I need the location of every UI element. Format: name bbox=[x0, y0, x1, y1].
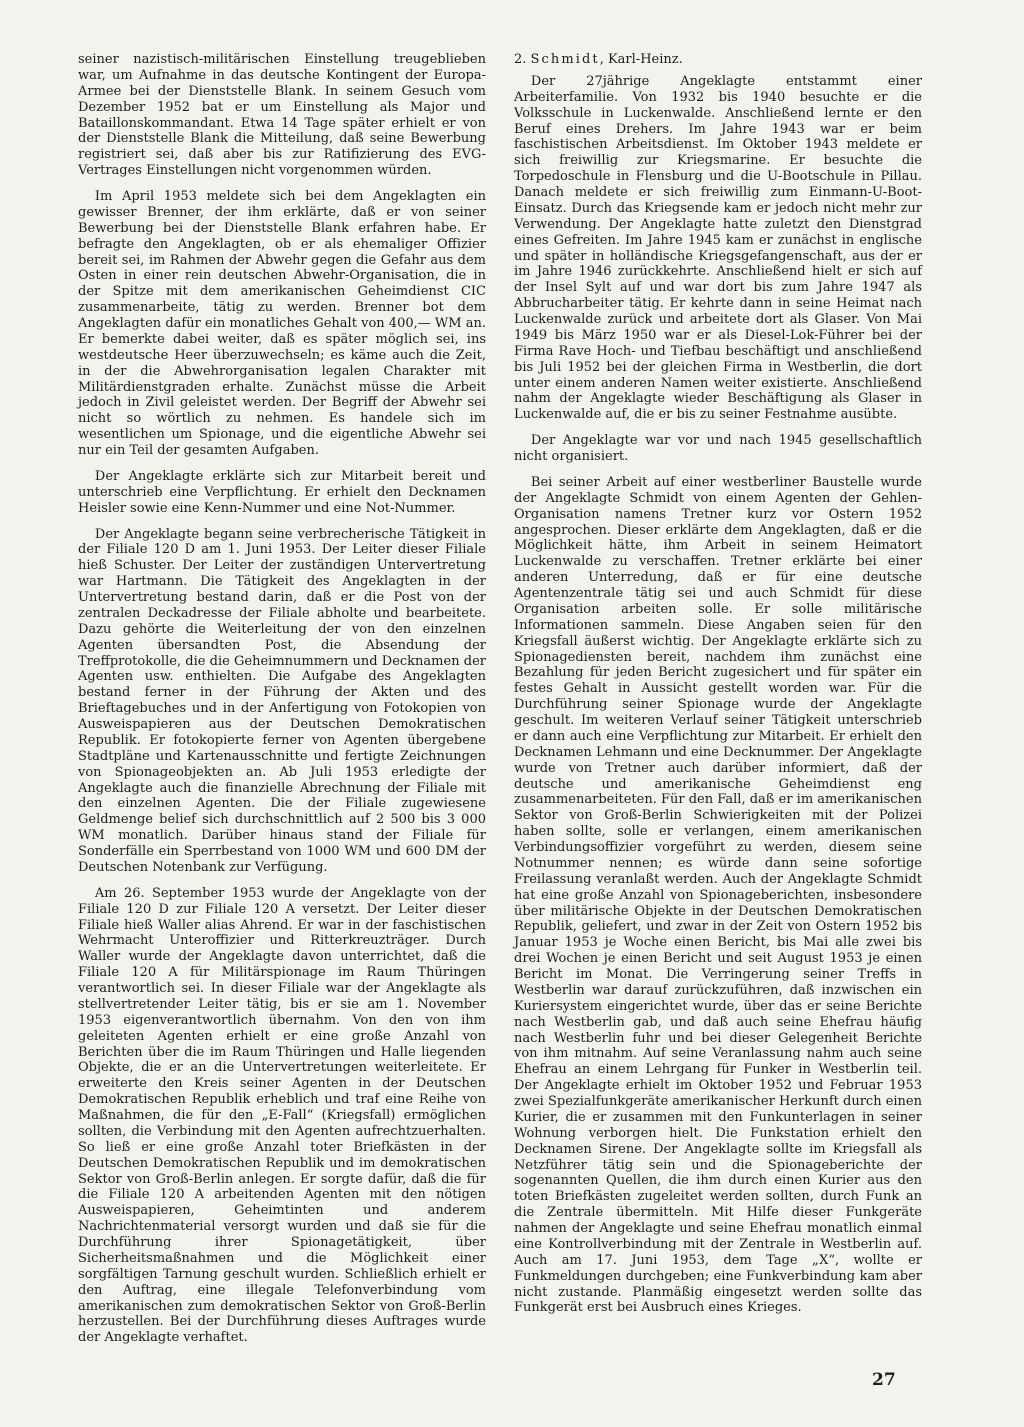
paragraph: Der Angeklagte begann seine verbrecherische Tätigkeit in der Filiale 120 D am 1. Juni 1953. Der Leiter dieser Filiale hieß Schuster. Der Leiter der zuständigen Untervertretung war Hartmann. Die Tätigkeit des Angeklagten in der Untervertretung bestand darin, daß er die Post von der zentralen Deckadresse der Filiale abholte und bearbeitete. Dazu gehörte die Weiterleitung der von den einzelnen Agenten übersandten Post, die Absendung der Treffprotokolle, die die Geheimnummern und Decknamen der Agenten usw. enthielten. Die Aufgabe des Angeklagten bestand ferner in der Führung der Akten und des Brieftagebuches und in der Anfertigung von Fotokopien von Ausweispapieren aus der Deutschen Demokratischen Republik. Er fotokopierte ferner von Agenten übergebene Stadtpläne und Kartenausschnitte und fertigte Zeichnungen von Spionageobjekten an. Ab Juli 1953 erledigte der Angeklagte auch die finanzielle Abrechnung der Filiale mit den einzelnen Agenten. Die der Filiale zugewiesene Geldmenge belief sich durchschnittlich auf 2 500 bis 3 000 WM monatlich. Darüber hinaus stand der Filiale für Sonderfälle ein Sperrbestand von 1000 WM und 600 DM der Deutschen Notenbank zur Verfügung. bbox=[78, 526, 486, 875]
paragraph: Am 26. September 1953 wurde der Angeklagte von der Filiale 120 D zur Filiale 120 A versetzt. Der Leiter dieser Filiale hieß Waller alias Ahrend. Er war in der faschistischen Wehrmacht Unteroffizier und Ritterkreuzträger. Durch Waller wurde der Angeklagte davon unterrichtet, daß die Filiale 120 A für Militärspionage im Raum Thüringen verantwortlich sei. In dieser Filiale war der Angeklagte als stellvertretender Leiter tätig, bis er sie am 1. November 1953 eigenverantwortlich übernahm. Von den von ihm geleiteten Agenten erhielt er eine große Anzahl von Berichten über die im Raum Thüringen und Halle liegenden Objekte, die er an die Untervertretungen weiterleitete. Er erweiterte den Kreis seiner Agenten in der Deutschen Demokratischen Republik erheblich und traf eine Reihe von Maßnahmen, die für den „E-Fall“ (Kriegsfall) ermöglichen sollten, die Verbindung mit den Agenten aufrechtzuerhalten. So ließ er eine große Anzahl toter Briefkästen in der Deutschen Demokratischen Republik und im demokratischen Sektor von Groß-Berlin anlegen. Er sorgte dafür, daß die für die Filiale 120 A arbeitenden Agenten mit den nötigen Ausweispapieren, Geheimtinten und anderem Nachrichtenmaterial versorgt wurden und daß sie für die Durchführung ihrer Spionagetätigkeit, über Sicherheitsmaßnahmen und die Möglichkeit einer sorgfältigen Tarnung geschult wurden. Schließlich erhielt er den Auftrag, eine illegale Telefonverbindung vom amerikanischen zum demokratischen Sektor von Groß-Berlin herzustellen. Bei der Durchführung dieses Auftrages wurde der Angeklagte verhaftet. bbox=[78, 885, 486, 1346]
right-column bbox=[514, 52, 922, 1326]
paragraph: Der Angeklagte erklärte sich zur Mitarbeit bereit und unterschrieb eine Verpflichtung. Er erhielt den Decknamen Heisler sowie eine Kenn-Nummer und eine Not-Nummer. bbox=[78, 468, 486, 516]
paragraph: Der 27jährige Angeklagte entstammt einer Arbeiterfamilie. Von 1932 bis 1940 besuchte er die Volksschule in Luckenwalde. Anschließend lernte er den Beruf eines Drehers. Im Jahre 1943 war er beim faschistischen Arbeitsdienst. Im Oktober 1943 meldete er sich freiwillig zur Kriegsmarine. Er besuchte die Torpedoschule in Flensburg und die U-Bootschule in Pillau. Danach meldete er sich freiwillig zum Einmann-U-Boot-Einsatz. Durch das Kriegsende kam er jedoch nicht mehr zur Verwendung. Der Angeklagte hatte zuletzt den Dienstgrad eines Gefreiten. Im Jahre 1945 kam er zunächst in englische und später in holländische Kriegsgefangenschaft, aus der er im Jahre 1946 zurückkehrte. Anschließend hielt er sich auf der Insel Sylt auf und war dort bis zum Jahre 1947 als Abbrucharbeiter tätig. Er kehrte dann in seine Heimat nach Luckenwalde zurück und arbeitete dort als Glaser. Von Mai 1949 bis März 1950 war er als Diesel-Lok-Führer bei der Firma Rave Hoch- und Tiefbau beschäftigt und anschließend bis Juli 1952 bei der gleichen Firma in Westberlin, die dort unter einem anderen Namen weiter existierte. Anschließend nahm der Angeklagte wieder Beschäftigung als Glaser in Luckenwalde auf, die er bis zu seiner Festnahme ausübte. bbox=[514, 73, 922, 423]
paragraph: Der Angeklagte war vor und nach 1945 gesellschaftlich nicht organisiert. bbox=[514, 433, 922, 464]
defendant-given-name: , Karl-Heinz. bbox=[599, 52, 683, 67]
section-number: 2. bbox=[514, 52, 527, 67]
defendant-surname: Schmidt bbox=[530, 52, 600, 67]
paragraph: seiner nazistisch-militärischen Einstellung treugeblieben war, um Aufnahme in das deutsche Kontingent der Europa-Armee bei der Dienststelle Blank. In seinem Gesuch vom Dezember 1952 bat er um Einstellung als Major und Bataillonskommandant. Etwa 14 Tage später erhielt er von der Dienststelle Blank die Mitteilung, daß seine Bewerbung registriert sei, daß aber bis zur Ratifizierung des EVG-Vertrages Einstellungen nicht vorgenommen würden. bbox=[78, 52, 486, 179]
page-number: 27 bbox=[872, 1370, 896, 1390]
paragraph: Bei seiner Arbeit auf einer westberliner Baustelle wurde der Angeklagte Schmidt von einem Agenten der Gehlen-Organisation namens Tretner kurz vor Ostern 1952 angesprochen. Dieser erklärte dem Angeklagten, daß er die Möglichkeit hätte, ihm Arbeit in seinem Heimatort Luckenwalde zu verschaffen. Tretner erklärte bei einer anderen Unterredung, daß er für eine deutsche Agentenzentrale tätig sei und auch Schmidt für diese Organisation arbeiten solle. Er solle militärische Informationen sammeln. Diese Angaben seien für den Kriegsfall äußerst wichtig. Der Angeklagte erklärte sich zu Spionagediensten bereit, nachdem ihm zunächst eine Bezahlung für jeden Bericht zugesichert und für später ein festes Gehalt in Aussicht gestellt worden war. Für die Durchführung seiner Spionage wurde der Angeklagte geschult. Im weiteren Verlauf seiner Tätigkeit unterschrieb er dann auch eine Verpflichtung zur Mitarbeit. Er erhielt den Decknamen Lehmann und eine Decknummer. Der Angeklagte wurde von Tretner auch darüber informiert, daß der deutsche und amerikanische Geheimdienst eng zusammenarbeiteten. Für den Fall, daß er im amerikanischen Sektor von Groß-Berlin Schwierigkeiten mit der Polizei haben sollte, solle er verlangen, einem amerikanischen Verbindungsoffizier vorgeführt zu werden, diesem seine Notnummer nennen; es würde dann seine sofortige Freilassung veranlaßt werden. Auch der Angeklagte Schmidt hat eine große Anzahl von Spionageberichten, insbesondere über militärische Objekte in der Deutschen Demokratischen Republik, geliefert, und zwar in der Zeit von Ostern 1952 bis Januar 1953 je Woche einen Bericht, bis Mai alle zwei bis drei Wochen je einen Bericht und seit August 1953 je einen Bericht im Monat. Die Verringerung seiner Treffs in Westberlin war darauf zurückzuführen, daß inzwischen ein Kuriersystem eingerichtet wurde, über das er seine Berichte nach Westberlin gab, und daß auch seine Ehefrau häufig nach Westberlin fuhr und bei dieser Gelegenheit Berichte von ihm mitnahm. Auf seine Veranlassung nahm auch seine Ehefrau an einem Lehrgang für Funker in Westberlin teil. Der Angeklagte erhielt im Oktober 1952 und Februar 1953 zwei Spezialfunkgeräte amerikanischer Herkunft durch einen Kurier, die er zusammen mit den Funkunterlagen in seiner Wohnung verborgen hielt. Die Funkstation erhielt den Decknamen Sirene. Der Angeklagte sollte im Kriegsfall als Netzführer tätig sein und die Spionageberichte der sogenannten Quellen, die ihm durch einen Kurier aus den toten Briefkästen zugeleitet werden sollten, durch Funk an die Zentrale übermitteln. Mit Hilfe dieser Funkgeräte nahmen der Angeklagte und seine Ehefrau monatlich einmal eine Kontrollverbindung mit der Zentrale in Westberlin auf. Auch am 17. Juni 1953, dem Tage „X“, wollte er Funkmeldungen durchgeben; eine Funkverbindung kam aber nicht zustande. Planmäßig eingesetzt werden sollte das Funkgerät erst bei Ausbruch eines Krieges. bbox=[514, 474, 922, 1316]
left-column bbox=[78, 52, 486, 1356]
section-heading bbox=[514, 52, 922, 68]
paragraph: Im April 1953 meldete sich bei dem Angeklagten ein gewisser Brenner, der ihm erklärte, daß er von seiner Bewerbung bei der Dienststelle Blank erfahren habe. Er befragte den Angeklagten, ob er als ehemaliger Offizier bereit sei, im Rahmen der Abwehr gegen die Gefahr aus dem Osten in einer rein deutschen Abwehr-Organisation, die in der Spitze mit dem amerikanischen Geheimdienst CIC zusammenarbeite, tätig zu werden. Brenner bot dem Angeklagten dafür ein monatliches Gehalt von 400,— WM an. Er bemerkte dabei weiter, daß es später möglich sei, ins westdeutsche Heer überzuwechseln; es käme auch die Zeit, in der die Abwehrorganisation legalen Charakter mit Militärdienstgraden erhalte. Zunächst müsse die Arbeit jedoch in Zivil geleistet werden. Der Begriff der Abwehr sei nicht so wörtlich zu nehmen. Es handele sich im wesentlichen um Spionage, und die eigentliche Abwehr sei nur ein Teil der gesamten Aufgaben. bbox=[78, 189, 486, 458]
